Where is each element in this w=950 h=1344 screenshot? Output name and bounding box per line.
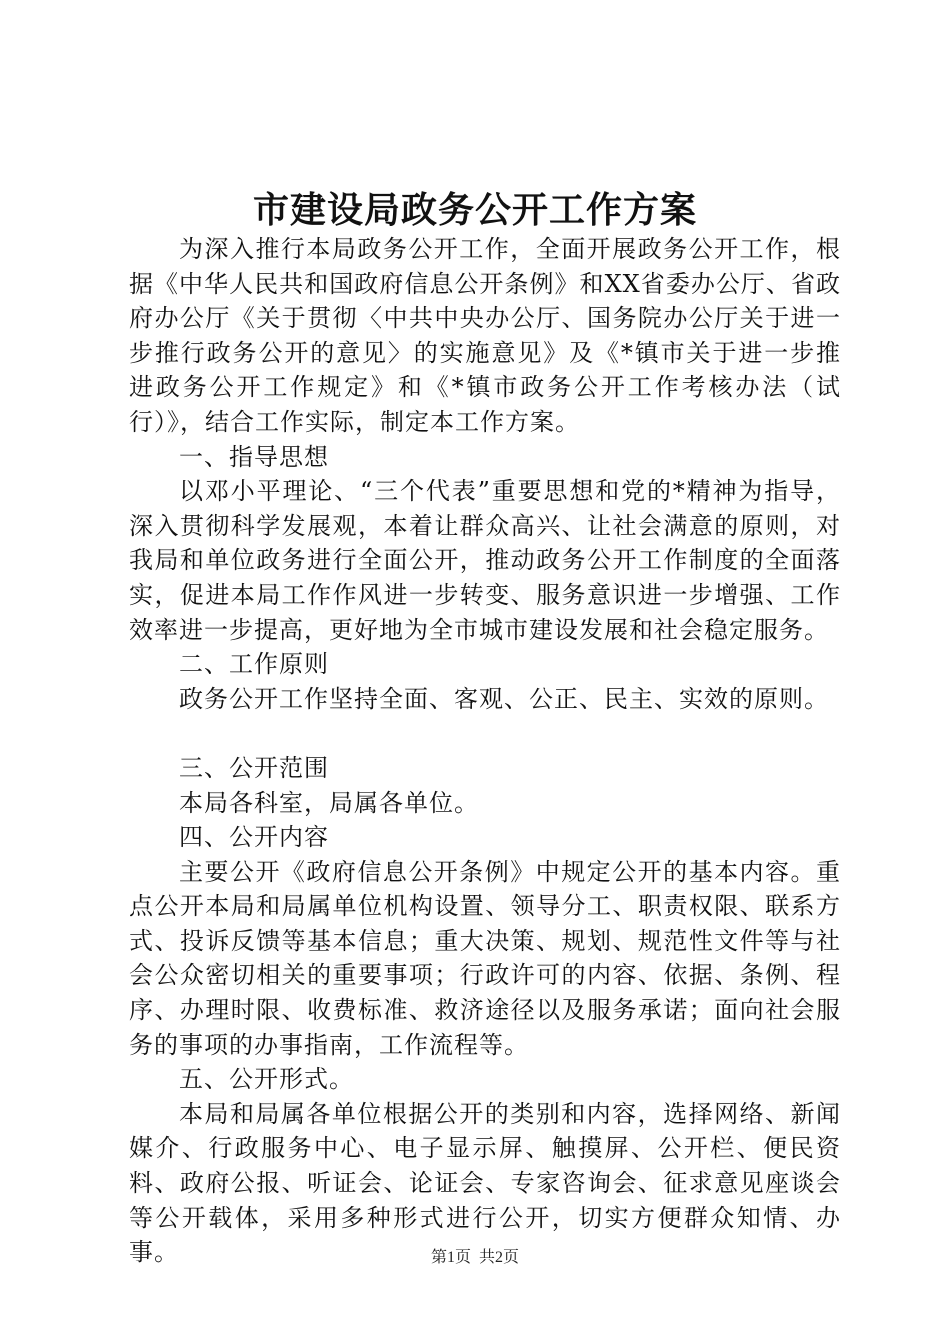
section-heading-guiding-ideology: 一、指导思想 bbox=[179, 442, 329, 471]
guiding-ideology-paragraph: 以邓小平理论、“三个代表”重要思想和党的*精神为指导，深入贯彻科学发展观，本着让群众高兴、让社会满意的原则，对我局和单位政务进行全面公开，推动政务公开工作制度的全面落实，促进本局工作作风进一步转变、服务意识进一步增强、工作效率进一步提高，更好地为全市城市建设发展和社会稳定服务。 bbox=[129, 477, 841, 644]
page-footer bbox=[0, 1248, 950, 1268]
document-title: 市建设局政务公开工作方案 bbox=[252, 189, 697, 231]
section-heading-disclosure-scope: 三、公开范围 bbox=[179, 753, 329, 782]
page-number-label: 第1页 共2页 bbox=[430, 1249, 519, 1266]
blank-line bbox=[129, 716, 841, 751]
section-heading-work-principles: 二、工作原则 bbox=[179, 650, 329, 679]
disclosure-content-paragraph: 主要公开《政府信息公开条例》中规定公开的基本内容。重点公开本局和局属单位机构设置、领导分工、职责权限、联系方式、投诉反馈等基本信息；重大决策、规划、规范性文件等与社会公众密切相关的重要事项；行政许可的内容、依据、条例、程序、办理时限、收费标准、救济途径以及服务承诺；面向社会服务的事项的办事指南，工作流程等。 bbox=[129, 857, 841, 1059]
disclosure-scope-paragraph: 本局各科室，局属各单位。 bbox=[179, 788, 479, 817]
intro-paragraph: 为深入推行本局政务公开工作，全面开展政务公开工作，根据《中华人民共和国政府信息公开条例》和XX省委办公厅、省政府办公厅《关于贯彻〈中共中央办公厅、国务院办公厅关于进一步推行政务公开的意见〉的实施意见》及《*镇市关于进一步推进政务公开工作规定》和《*镇市政务公开工作考核办法（试行）》，结合工作实际，制定本工作方案。 bbox=[129, 235, 841, 436]
work-principles-paragraph: 政务公开工作坚持全面、客观、公正、民主、实效的原则。 bbox=[179, 684, 829, 713]
section-heading-disclosure-content: 四、公开内容 bbox=[179, 823, 329, 852]
disclosure-form-paragraph: 本局和局属各单位根据公开的类别和内容，选择网络、新闻媒介、行政服务中心、电子显示屏、触摸屏、公开栏、便民资料、政府公报、听证会、论证会、专家咨询会、征求意见座谈会等公开载体，采用多种形式进行公开，切实方便群众知情、办事。 bbox=[129, 1099, 841, 1267]
section-heading-disclosure-form: 五、公开形式。 bbox=[179, 1065, 354, 1094]
document-body bbox=[129, 232, 841, 1270]
